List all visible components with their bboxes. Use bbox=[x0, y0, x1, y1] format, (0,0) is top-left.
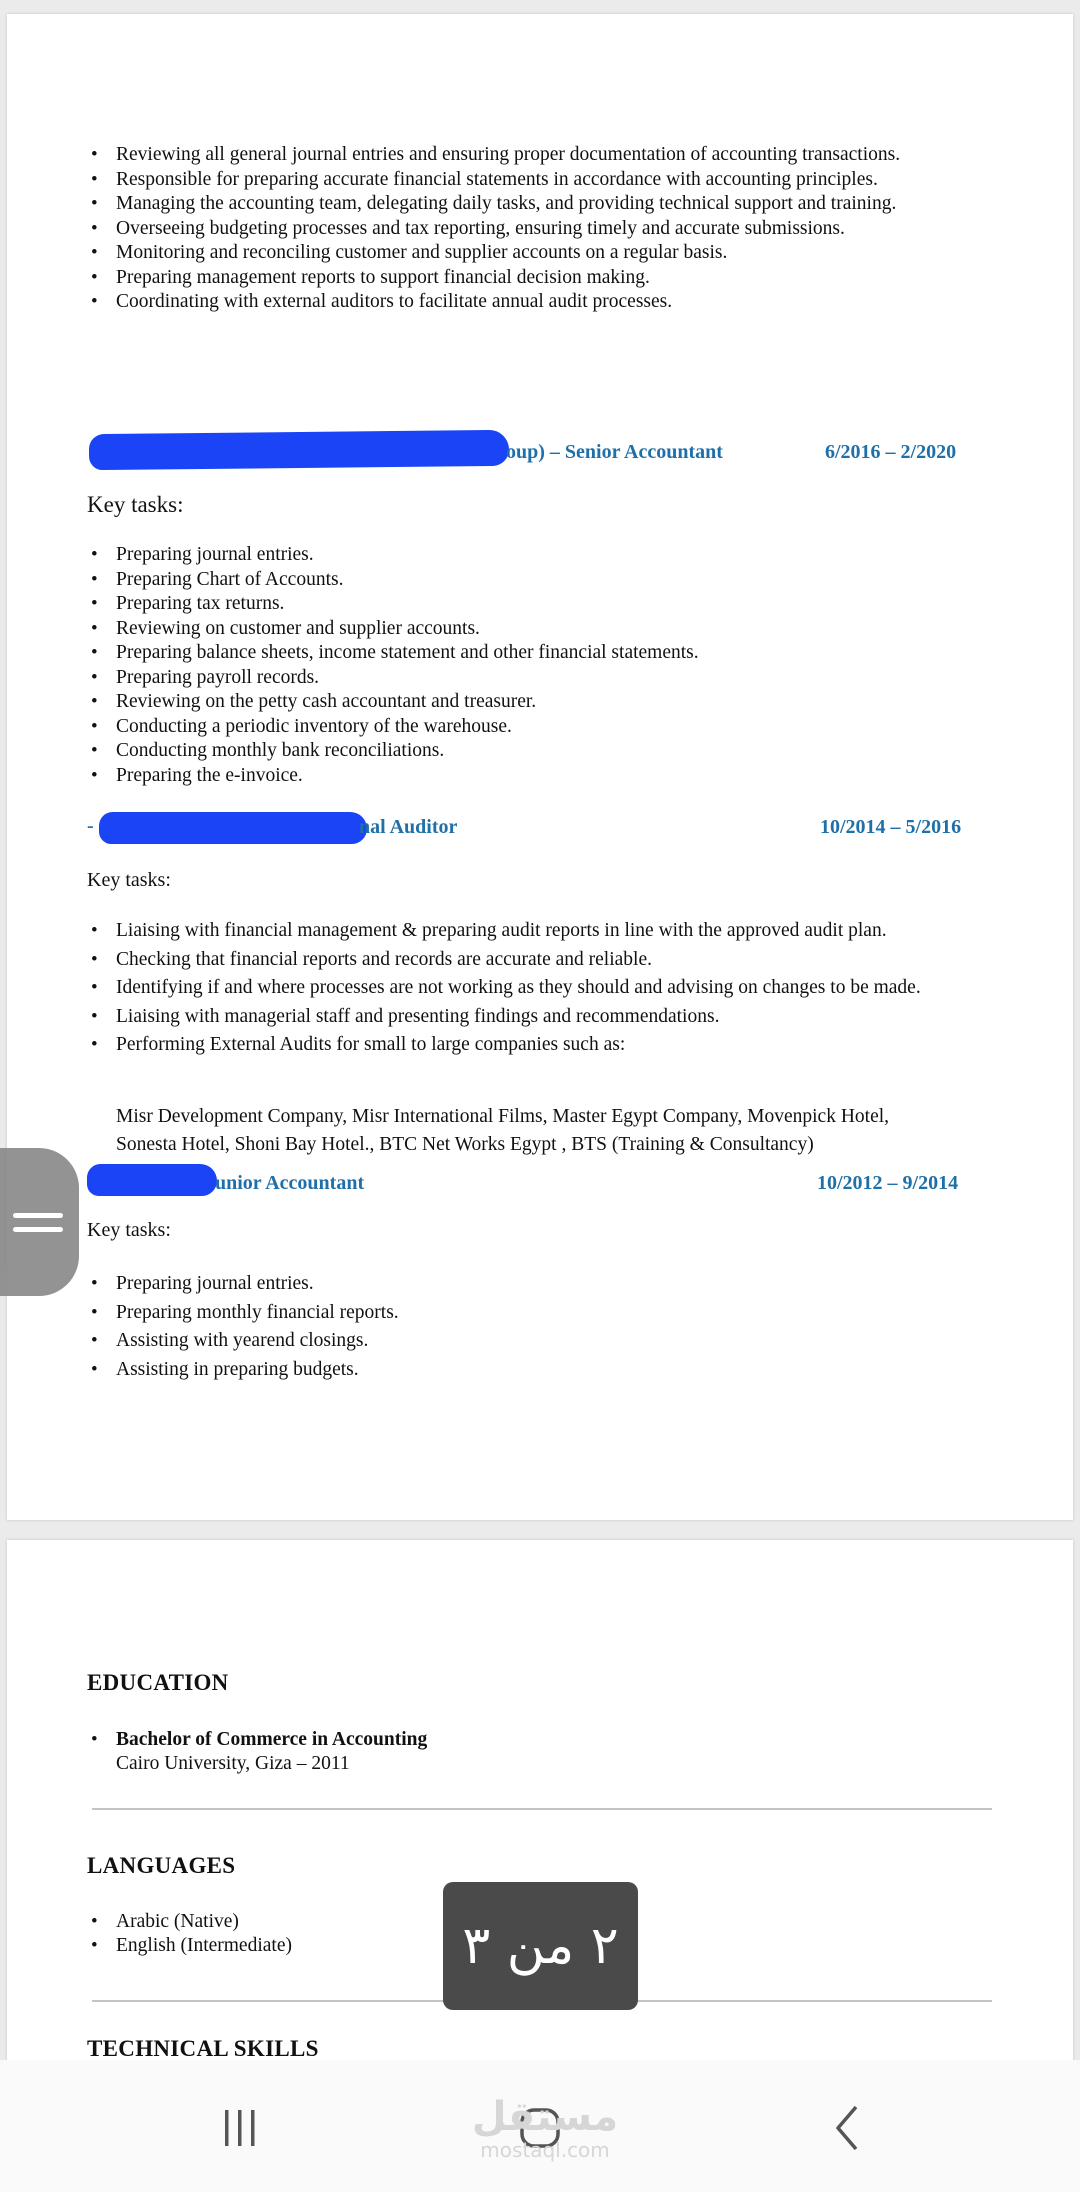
handle-bar bbox=[13, 1227, 63, 1232]
list-item: • Conducting a periodic inventory of the warehouse. bbox=[87, 715, 987, 740]
list-item bbox=[87, 1728, 887, 1776]
degree-name: Bachelor of Commerce in Accounting bbox=[116, 1729, 428, 1750]
job-dash: - bbox=[87, 815, 94, 837]
list-item: • Reviewing on the petty cash accountant and treasurer. bbox=[87, 690, 987, 715]
handle-bar bbox=[13, 1213, 63, 1218]
list-item: • Preparing Chart of Accounts. bbox=[87, 568, 987, 593]
list-item: • Preparing journal entries. bbox=[87, 543, 987, 568]
key-tasks-label: Key tasks: bbox=[87, 1219, 171, 1241]
job2-task-list bbox=[87, 917, 987, 1060]
redaction-mark bbox=[87, 1164, 217, 1196]
list-item: • Assisting with yearend closings. bbox=[87, 1327, 987, 1356]
list-item: • Checking that financial reports and records are accurate and reliable. bbox=[87, 946, 987, 975]
job-date: 6/2016 – 2/2020 bbox=[825, 441, 957, 463]
list-item: • Managing the accounting team, delegating daily tasks, and providing technical support and training. bbox=[87, 192, 967, 217]
back-icon[interactable] bbox=[818, 2100, 878, 2156]
page-indicator: ٢ من ٣ bbox=[443, 1882, 638, 2010]
list-item: • Preparing the e-invoice. bbox=[87, 764, 987, 789]
companies-line: Sonesta Hotel, Shoni Bay Hotel., BTC Net Works Egypt , BTS (Training & Consultancy) bbox=[116, 1134, 814, 1155]
list-item: • Preparing management reports to support financial decision making. bbox=[87, 266, 967, 291]
list-item: • Conducting monthly bank reconciliations. bbox=[87, 739, 987, 764]
education-list bbox=[87, 1728, 887, 1776]
list-item: • Liaising with managerial staff and presenting findings and recommendations. bbox=[87, 1003, 987, 1032]
list-item: • Preparing journal entries. bbox=[87, 1270, 987, 1299]
list-item: • Reviewing all general journal entries and ensuring proper documentation of accounting transactions. bbox=[87, 143, 967, 168]
technical-skills-heading: TECHNICAL SKILLS bbox=[87, 2036, 319, 2060]
job-title: unior Accountant bbox=[215, 1172, 365, 1194]
key-tasks-label: Key tasks: bbox=[87, 869, 171, 891]
list-item: • Liaising with financial management & preparing audit reports in line with the approved audit plan. bbox=[87, 917, 987, 946]
drag-handle-icon[interactable] bbox=[0, 1148, 79, 1296]
list-item: • Preparing monthly financial reports. bbox=[87, 1299, 987, 1328]
redaction-mark bbox=[99, 812, 367, 844]
document-page-1 bbox=[7, 14, 1073, 1520]
list-item: • English (Intermediate) bbox=[87, 1934, 687, 1958]
list-item: • Reviewing on customer and supplier accounts. bbox=[87, 617, 987, 642]
job-title: oup) – Senior Accountant bbox=[506, 441, 723, 463]
list-item: • Monitoring and reconciling customer and supplier accounts on a regular basis. bbox=[87, 241, 967, 266]
job-title: nal Auditor bbox=[359, 816, 458, 838]
list-item: • Performing External Audits for small to large companies such as: bbox=[87, 1031, 987, 1060]
section-divider bbox=[92, 1808, 992, 1810]
key-tasks-label: Key tasks: bbox=[87, 492, 184, 517]
school-name: Cairo University, Giza – 2011 bbox=[116, 1753, 350, 1774]
list-item: • Preparing payroll records. bbox=[87, 666, 987, 691]
companies-line: Misr Development Company, Misr International Films, Master Egypt Company, Movenpick Hotel, bbox=[116, 1106, 890, 1127]
list-item: • Assisting in preparing budgets. bbox=[87, 1356, 987, 1385]
watermark bbox=[470, 2095, 620, 2161]
job1-task-list bbox=[87, 543, 987, 788]
top-bullet-list bbox=[87, 143, 967, 315]
recent-apps-icon[interactable] bbox=[210, 2100, 270, 2156]
education-heading: EDUCATION bbox=[87, 1670, 229, 1695]
list-item: • Preparing tax returns. bbox=[87, 592, 987, 617]
list-item: • Arabic (Native) bbox=[87, 1910, 687, 1934]
watermark-arabic: مستقل bbox=[471, 2094, 619, 2140]
list-item: • Responsible for preparing accurate financial statements in accordance with accounting principles. bbox=[87, 168, 967, 193]
list-item: • Overseeing budgeting processes and tax reporting, ensuring timely and accurate submissions. bbox=[87, 217, 967, 242]
redaction-mark bbox=[89, 430, 509, 470]
watermark-latin: mostaql.com bbox=[480, 2138, 610, 2162]
job3-task-list bbox=[87, 1270, 987, 1384]
list-item: • Identifying if and where processes are not working as they should and advising on changes to be made. bbox=[87, 974, 966, 1003]
list-item: • Coordinating with external auditors to facilitate annual audit processes. bbox=[87, 290, 967, 315]
languages-heading: LANGUAGES bbox=[87, 1853, 236, 1878]
job-date: 10/2012 – 9/2014 bbox=[817, 1172, 959, 1194]
job-date: 10/2014 – 5/2016 bbox=[820, 816, 962, 838]
list-item: • Preparing balance sheets, income statement and other financial statements. bbox=[87, 641, 987, 666]
